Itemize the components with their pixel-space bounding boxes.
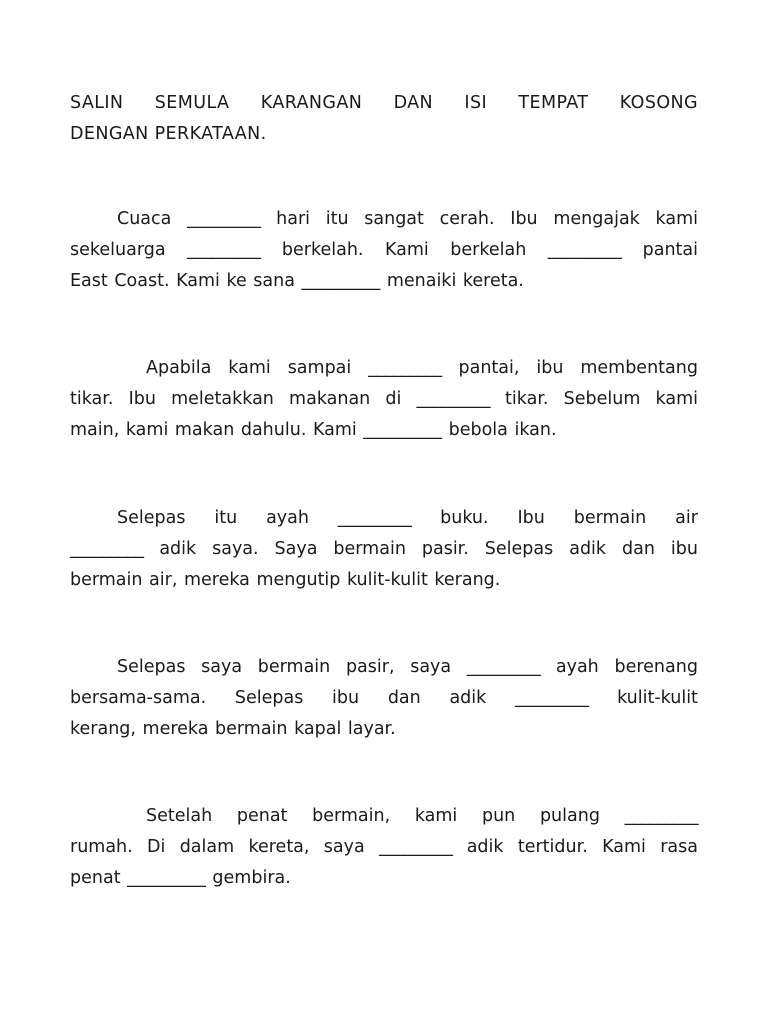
blank-space: _________ (379, 837, 453, 857)
word: ibu (536, 358, 564, 378)
word: pantai (642, 240, 698, 260)
paragraph-line (70, 534, 698, 565)
word: mengajak (553, 209, 640, 229)
paragraph-line (70, 801, 698, 832)
word: kami (414, 806, 458, 826)
blank-space: _________ (70, 539, 144, 559)
word: ayah (555, 657, 599, 677)
word: itu (214, 508, 238, 528)
word: Saya (274, 539, 318, 559)
word: ibu (670, 539, 698, 559)
paragraph-2 (70, 353, 698, 446)
word: sampai (287, 358, 352, 378)
word: berkelah. (281, 240, 364, 260)
word: berkelah (450, 240, 527, 260)
blank-space: _________ (416, 389, 490, 409)
word: saya (201, 657, 243, 677)
paragraph-line: main, kami makan dahulu. Kami _________ bebola ikan. (70, 420, 557, 440)
paragraph-line: penat _________ gembira. (70, 868, 291, 888)
word: berenang (614, 657, 698, 677)
paragraph-3 (70, 503, 698, 596)
word: rasa (660, 837, 698, 857)
paragraph-line (70, 652, 698, 683)
paragraph-line (70, 353, 698, 384)
word: pasir. (421, 539, 469, 559)
word: kami (655, 209, 698, 229)
instruction-line-2: DENGAN PERKATAAN. (70, 124, 267, 144)
paragraph-line (70, 235, 698, 266)
paragraph-1 (70, 204, 698, 297)
blank-space: _________ (187, 209, 261, 229)
word: Selepas (117, 508, 186, 528)
word: penat (236, 806, 288, 826)
word: membentang (580, 358, 698, 378)
paragraph-line: bermain air, mereka mengutip kulit-kulit kerang. (70, 570, 501, 590)
word: hari (276, 209, 311, 229)
word: rumah. (70, 837, 133, 857)
blank-space: _________ (515, 688, 589, 708)
word: makanan (289, 389, 371, 409)
word: meletakkan (171, 389, 274, 409)
instruction-line-1: SALIN SEMULA KARANGAN DAN ISI TEMPAT KOSONG (70, 93, 698, 113)
word: itu (325, 209, 349, 229)
instruction-heading (70, 88, 698, 150)
word: Sebelum (563, 389, 641, 409)
word: kulit-kulit (617, 688, 698, 708)
paragraph-5 (70, 801, 698, 894)
word: adik (569, 539, 607, 559)
word: Selepas (117, 657, 186, 677)
word: tikar. (70, 389, 114, 409)
paragraph-line (70, 503, 698, 534)
word: pasir, (345, 657, 395, 677)
paragraph-line: kerang, mereka bermain kapal layar. (70, 719, 396, 739)
paragraph-4 (70, 652, 698, 745)
word: ibu (332, 688, 360, 708)
word: Apabila (146, 358, 212, 378)
word: adik (449, 688, 487, 708)
blank-space: _________ (547, 240, 622, 260)
word: Ibu (128, 389, 156, 409)
paragraph-line (70, 204, 698, 235)
word: kami (228, 358, 271, 378)
word: Ibu (517, 508, 545, 528)
word: Selepas (234, 688, 304, 708)
word: bermain (573, 508, 647, 528)
word: Selepas (484, 539, 554, 559)
word: dan (622, 539, 655, 559)
word: tertidur. (517, 837, 588, 857)
word: kami (655, 389, 698, 409)
blank-space: _________ (187, 240, 261, 260)
word: Ibu (510, 209, 538, 229)
word: Kami (602, 837, 646, 857)
word: dan (387, 688, 421, 708)
paragraph-line (70, 832, 698, 863)
word: adik (466, 837, 504, 857)
paragraph-line: East Coast. Kami ke sana _________ menaiki kereta. (70, 271, 524, 291)
word: pun (481, 806, 516, 826)
blank-space: _________ (368, 358, 442, 378)
blank-space: _________ (624, 806, 698, 826)
word: sekeluarga (70, 240, 166, 260)
word: saya. (212, 539, 259, 559)
paragraph-line (70, 384, 698, 415)
word: Cuaca (117, 209, 172, 229)
word: ayah (266, 508, 309, 528)
word: saya (410, 657, 452, 677)
word: adik (159, 539, 197, 559)
word: Setelah (146, 806, 213, 826)
blank-space: _________ (337, 508, 412, 528)
word: pulang (539, 806, 600, 826)
word: pantai, (458, 358, 520, 378)
word: air (675, 508, 698, 528)
word: bersama-sama. (70, 688, 207, 708)
word: tikar. (505, 389, 549, 409)
word: kereta, (248, 837, 310, 857)
blank-space: _________ (466, 657, 541, 677)
word: saya (323, 837, 365, 857)
word: di (385, 389, 402, 409)
paragraph-line (70, 683, 698, 714)
word: bermain (333, 539, 406, 559)
word: Kami (384, 240, 429, 260)
word: dalam (179, 837, 235, 857)
word: sangat (364, 209, 424, 229)
word: cerah. (439, 209, 495, 229)
word: Di (147, 837, 166, 857)
word: buku. (440, 508, 489, 528)
word: bermain (257, 657, 331, 677)
word: bermain, (312, 806, 391, 826)
